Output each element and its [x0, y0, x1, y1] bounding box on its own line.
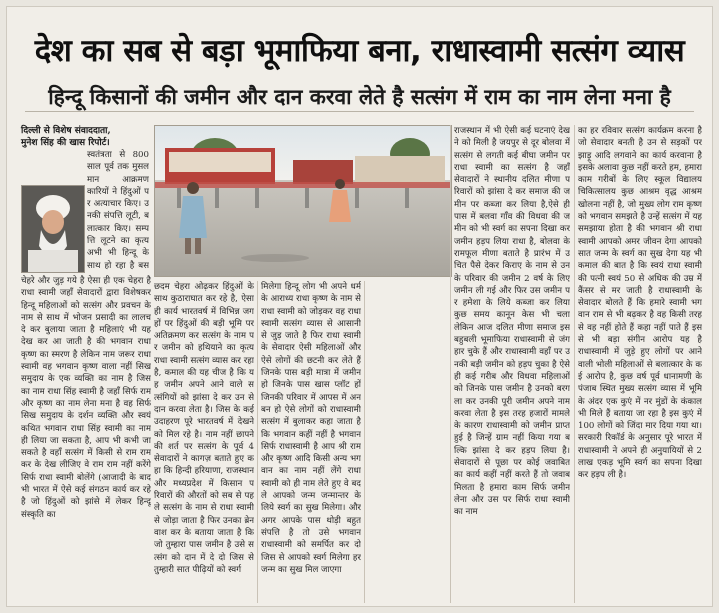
newspaper-clipping	[6, 6, 713, 607]
satsang-ground-photo	[154, 125, 452, 277]
column-divider	[257, 281, 258, 603]
byline-line-1: दिल्ली से विशेष संवाददाता,	[21, 126, 111, 136]
column-1-intro: स्वतंत्रता से 800 साल पूर्व तक मुसलमान आक्रमणकारियों ने हिंदुओं पर अत्याचार किए। उनकी संपत्ति लूटी, बलात्कार किए। सम्पत्ति लूटने का कृत्य अभी भी हिन्दू के साथ हो रहा है बस	[87, 150, 149, 271]
column-divider	[574, 125, 575, 603]
byline-line-2: मुनेश सिंह की खास रिपोर्ट।	[21, 138, 110, 148]
column-2: छदम चेहरा ओढ़कर हिंदुओं के साथ कुठाराघात कर रहे है, ऐसा ही कार्य भारतवर्ष में विभिन्न जगहों पर हिंदुओं की बड़ी भूमि पर अतिक्रमण कर सत्संग के नाम पर जमीन को हथियाने का कृत्य राधा स्वामी सत्संग व्यास कर रहा है, कमाल की यह चीज है कि यह जमीन अपने आने वाले सत्संगियों को झांसा दे कर उन से दान करवा लेता है। जिस के कई उदाहरण पूरे भारतवर्ष में देखने को मिल रहे है। नाम नहीं छापने की शर्त पर सत्संग के पूर्व 4 सेवादारों ने कागज़ बताते हुए कहा कि हिन्दी हरियाणा, राजस्थान और मध्यप्रदेश में किसान परिवारों की औरतों को सब से पहले सत्संग के नाम से राधा स्वामी से जोड़ा जाता है फिर उनका ब्रेनवाश कर के बताया जाता है कि जो तुम्हारा पास जमीन है उसे सत्संग को दान में दे दो जिस से तुम्हारी सात पीढ़ियों को स्वर्ग	[154, 282, 254, 575]
column-5: का हर रविवार सत्संग कार्यक्रम करना है जो सेवादार बनती है उन से सड़कों पर झाड़ू आदि लगवाने का कार्य करवाना है इसके अलावा कुछ नहीं करते हम, हमारा काम गरीबों के लिए स्कूल विद्यालय चिकित्सालय कुछ आश्रम वृद्ध आश्रम खोलना नहीं है, जो मुख्य लोग राम कृष्ण को भगवान समझते है उन्हें सत्संग में यह समझाया होता है की भगवान श्री राधा स्वामी आपको अमर जीवन देगा आपको सात जन्म के स्वर्ग का सुख देगा यह भी कमाल की बात है कि स्वयं राधा स्वामी की पत्नी स्वयं 50 से अधिक की उम्र में कैंसर से मर जाती है राधास्वामी के सेवादार बोलते हैं कि हमारे स्वामी भगवान राम से भी बढ़कर है वह किसी तरह से वह नहीं होते हैं कहा नहीं पाते हैं इससे भी बड़ा संगीन आरोप यह है राधास्वामी में जुड़े हुए लोगों पर आने वाली भोली महिलाओं से बलात्कार के कई आरोप है, कुछ वर्ष पूर्व धानामणी के पंजाब स्थित मुख्य सत्संग व्यास में भूमि के अंदर एक कुएं में नर मुंडों के कंकाल भी मिले हैं बताया जा रहा है इस कुएं में 100 लोगों को जिंदा मार दिया गया था। सरकारी रिकॉर्ड के अनुसार पूरे भारत में राधास्वामी ने अपने ही अनुयायियों से 2 लाख एकड़ भूमि स्वर्ग का सपना दिखा कर हड़प ली है।	[578, 126, 702, 481]
guru-portrait-photo	[21, 185, 85, 273]
headline: देश का सब से बड़ा भूमाफिया बना, राधास्वामी सत्संग व्यास	[34, 33, 685, 69]
subheadline: हिन्दू किसानों की जमीन और दान करवा लेते है सत्संग में राम का नाम लेना मना है	[48, 85, 671, 109]
column-3: मिलेगा हिन्दू लोग भी अपने धर्म के आराध्य राधा कृष्ण के नाम से राधा स्वामी को जोड़कर वह राधा स्वामी सत्संग व्यास से आसानी से जुड़ जाते है फिर राधा स्वामी के सेवादार ऐसी महिलाओं और ऐसे लोगों की छटनी कर लेते हैं जिनके पास बड़ी मात्रा में जमीन हो जिनके पास खास प्लॉट हों जिनकी परिवार में आपस में अनबन हो ऐसे लोगों को राधास्वामी सत्संग में बुलाकर कहा जाता है कि भगवान कहीं नहीं है भगवान सिर्फ राधास्वामी है आप श्री राम और कृष्ण आदि किसी अन्य भगवान का नाम नहीं लेंगे राधा स्वामी को ही नाम लेते हुए वे बदले आपको जन्म जन्मान्तर के लिये स्वर्ग का सुख मिलेगा। और अगर आपके पास थोड़ी बहुत संपत्ति है तो उसे भगवान राधास्वामी को समर्पित कर दो जिस से आपको स्वर्ग मिलेगा हर जन्म का सुख मिल जाएगा	[261, 282, 361, 575]
byline	[21, 125, 141, 149]
column-divider	[364, 281, 365, 603]
column-divider	[450, 125, 451, 603]
column-1-body: चेहरे और जुड़ गये है ऐसा ही एक चेहरा है राधा स्वामी जहाँ सेवादारों द्वारा विशेषकर हिन्दू महिलाओं को सत्संग और प्रवचन के नाम से साथ में भोजन प्रसादी का लालच दे कर बुलाया जाता है महिलाएं भी यह देख कर आ जाती है की भगवान राधा कृष्ण का स्मरण है लेकिन नाम जरूर राधा स्वामी वह भगवान कृष्ण वाला नहीं सिख समुदाय के एक व्यक्ति का नाम है जिस का नाम राधा सिंह स्वामी है जहाँ सिर्फ राम और कृष्ण का नाम लेना मना है वह सिर्फ सिख समुदाय के दर्शन व्यक्ति और स्वयं कथित भगवान राधा सिंह स्वामी का नाम ही लिया जा सकता है, आप भी कभी जा सकते है वहाँ सत्संग में किसी से राम राम कर के देख लीजिए वे राम राम नहीं करेंगे सिर्फ राधा स्वामी बोलेंगे (आजादी के बाद भी भारत में ऐसे कई संगठन कार्य कर रहे है जो हिंदुओं को झांसे में लेकर हिन्दू संस्कृति का	[21, 276, 151, 520]
column-4: राजस्थान में भी ऐसी कई घटनाएं देखने को मिली है जयपुर से दूर बोलवा में सत्संग से लगती कई बीघा जमीन पर राधा स्वामी का सत्संग है जहाँ सेवादारों ने स्थानीय दलित मीणा परिवारों को झांसा दे कर समाज की जमीन पर कब्जा कर लिया है,ऐसे ही पास में बलवा गाँव की विधवा की जमीन को भी स्वर्ग का सपना दिखा कर जमीन हड़प लिया राधा है, बोलवा के रामफूल मीणा बताते है प्रारंभ में उचित पैसे देकर किराए के नाम से उनके परिवार की जमीन 2 वर्ष के लिए जमीन ली गई और फिर उस जमीन पर हमेशा के लिये कब्जा कर लिया कुछ समय कानून केस भी चला लेकिन आज दलित मीणा समाज इस बहुबली भूमाफिया राधास्वामी से जंग हार चुके हैं और राधास्वामी वहाँ पर उनकी बड़ी जमीन को हड़प चुका है ऐसे ही कई गरीब और विधवा महिलाओं को जिनके पास जमीन है उनको बरगला कर उनकी पूरी जमीन अपने नाम करवा लेता है इस तरह हजारों मामले के कारण राधास्वामी को जमीन प्राप्त हुई है जिन्हें ग्राम नहीं किया गया बल्कि झांसा दे कर हड़प लिया है। सेवादारों से पूछा पर कोई जवाबित का कार्य कहीं नहीं करते हैं तो जवाब मिलता है हमारा काम सिर्फ जमीन लेना और उस पर सिर्फ राधा स्वामी का नाम	[454, 126, 570, 518]
header-divider	[25, 111, 694, 112]
